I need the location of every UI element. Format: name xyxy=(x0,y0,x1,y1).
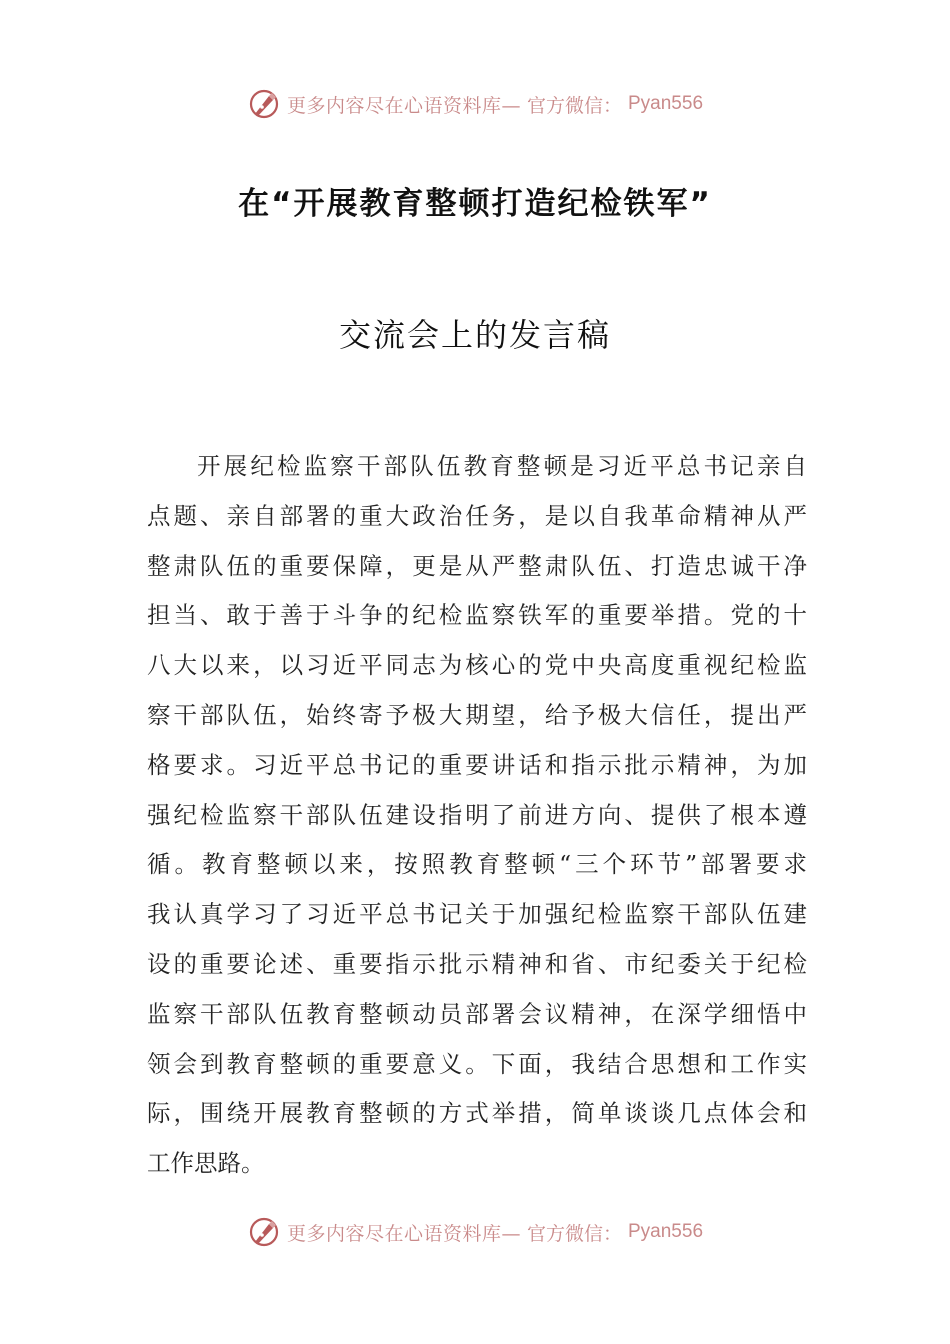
body-line: 开展纪检监察干部队伍教育整顿是习近平总书记亲自 xyxy=(197,452,807,480)
body-line: 格要求。习近平总书记的重要讲话和指示批示精神，为加 xyxy=(147,750,807,779)
banner-wechat-label: 官方微信： xyxy=(526,1222,622,1245)
document-title-line-1: 在“开展教育整顿打造纪检铁军” xyxy=(238,186,712,222)
banner-text: 更多内容尽在心语资料库— xyxy=(286,94,521,117)
body-line: 领会到教育整顿的重要意义。下面，我结合思想和工作实 xyxy=(147,1049,807,1078)
pen-nib-circle-icon xyxy=(247,87,281,121)
banner-wechat-id: Pyan556 xyxy=(628,93,704,114)
pen-nib-circle-icon xyxy=(247,1215,281,1249)
body-line: 点题、亲自部署的重大政治任务，是以自我革命精神从严 xyxy=(147,501,807,530)
body-line: 八大以来，以习近平同志为核心的党中央高度重视纪检监 xyxy=(147,651,807,680)
body-line: 强纪检监察干部队伍建设指明了前进方向、提供了根本遵 xyxy=(147,800,807,829)
body-line: 担当、敢于善于斗争的纪检监察铁军的重要举措。党的十 xyxy=(147,601,807,630)
body-line: 监察干部队伍教育整顿动员部署会议精神，在深学细悟中 xyxy=(147,999,807,1028)
body-line: 设的重要论述、重要指示批示精神和省、市纪委关于纪检 xyxy=(147,949,807,978)
header-banner xyxy=(0,84,950,124)
banner-wechat-id: Pyan556 xyxy=(628,1221,704,1242)
body-line: 工作思路。 xyxy=(147,1149,265,1178)
footer-banner xyxy=(0,1212,950,1252)
body-line: 际，围绕开展教育整顿的方式举措，简单谈谈几点体会和 xyxy=(147,1099,807,1128)
body-line: 循。教育整顿以来，按照教育整顿“三个环节”部署要求 xyxy=(147,850,807,879)
banner-wechat-label: 官方微信： xyxy=(526,94,622,117)
document-title-line-2: 交流会上的发言稿 xyxy=(338,316,611,354)
body-line: 整肃队伍的重要保障，更是从严整肃队伍、打造忠诚干净 xyxy=(147,551,807,580)
banner-text: 更多内容尽在心语资料库— xyxy=(286,1222,521,1245)
body-paragraph xyxy=(147,442,807,1189)
body-line: 察干部队伍，始终寄予极大期望，给予极大信任，提出严 xyxy=(147,700,807,729)
body-line: 我认真学习了习近平总书记关于加强纪检监察干部队伍建 xyxy=(147,900,807,929)
